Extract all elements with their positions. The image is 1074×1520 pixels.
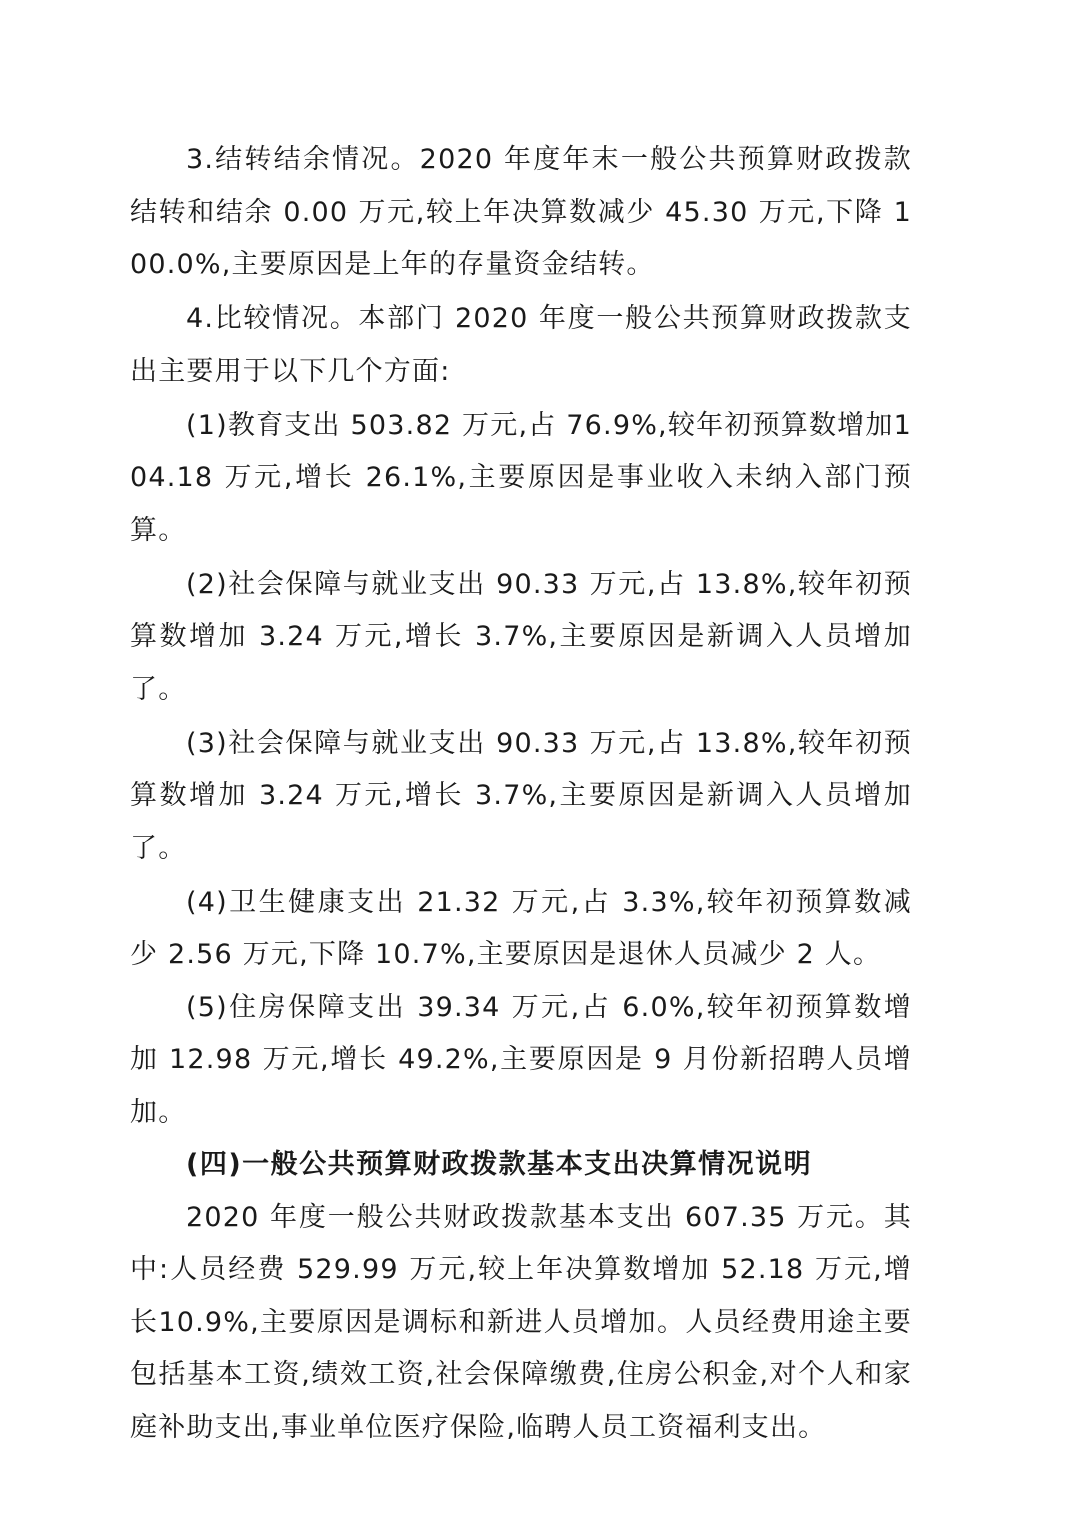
paragraph-carryover-balance: 3.结转结余情况。2020 年度年末一般公共预算财政拨款结转和结余 0.00 万元,较上年决算数减少 45.30 万元,下降 100.0%,主要原因是上年的存量资金结转。 (130, 144, 912, 280)
paragraph-housing-expense: (5)住房保障支出 39.34 万元,占 6.0%,较年初预算数增加 12.98 万元,增长 49.2%,主要原因是 9 月份新招聘人员增加。 (130, 991, 912, 1128)
paragraph-comparison: 4.比较情况。本部门 2020 年度一般公共预算财政拨款支出主要用于以下几个方面: (130, 303, 912, 387)
section-heading: (四)一般公共预算财政拨款基本支出决算情况说明 (186, 1149, 813, 1180)
paragraph-basic-expenditure: 2020 年度一般公共财政拨款基本支出 607.35 万元。其中:人员经费 529.99 万元,较上年决算数增加 52.18 万元,增长10.9%,主要原因是调标和新进人员增加。人员经费用途主要包括基本工资,绩效工资,社会保障缴费,住房公积金,对个人和家庭补助支出,事业单位医疗保险,临聘人员工资福利支出。 (130, 1201, 912, 1443)
document-body (130, 134, 912, 1454)
paragraph-social-security-expense: (2)社会保障与就业支出 90.33 万元,占 13.8%,较年初预算数增加 3.24 万元,增长 3.7%,主要原因是新调入人员增加了。 (130, 568, 912, 705)
paragraph-health-expense: (4)卫生健康支出 21.32 万元,占 3.3%,较年初预算数减少 2.56 万元,下降 10.7%,主要原因是退休人员减少 2 人。 (130, 886, 912, 970)
paragraph-social-security-expense-repeat: (3)社会保障与就业支出 90.33 万元,占 13.8%,较年初预算数增加 3.24 万元,增长 3.7%,主要原因是新调入人员增加了。 (130, 727, 912, 864)
paragraph-education-expense: (1)教育支出 503.82 万元,占 76.9%,较年初预算数增加104.18 万元,增长 26.1%,主要原因是事业收入未纳入部门预算。 (130, 409, 912, 546)
